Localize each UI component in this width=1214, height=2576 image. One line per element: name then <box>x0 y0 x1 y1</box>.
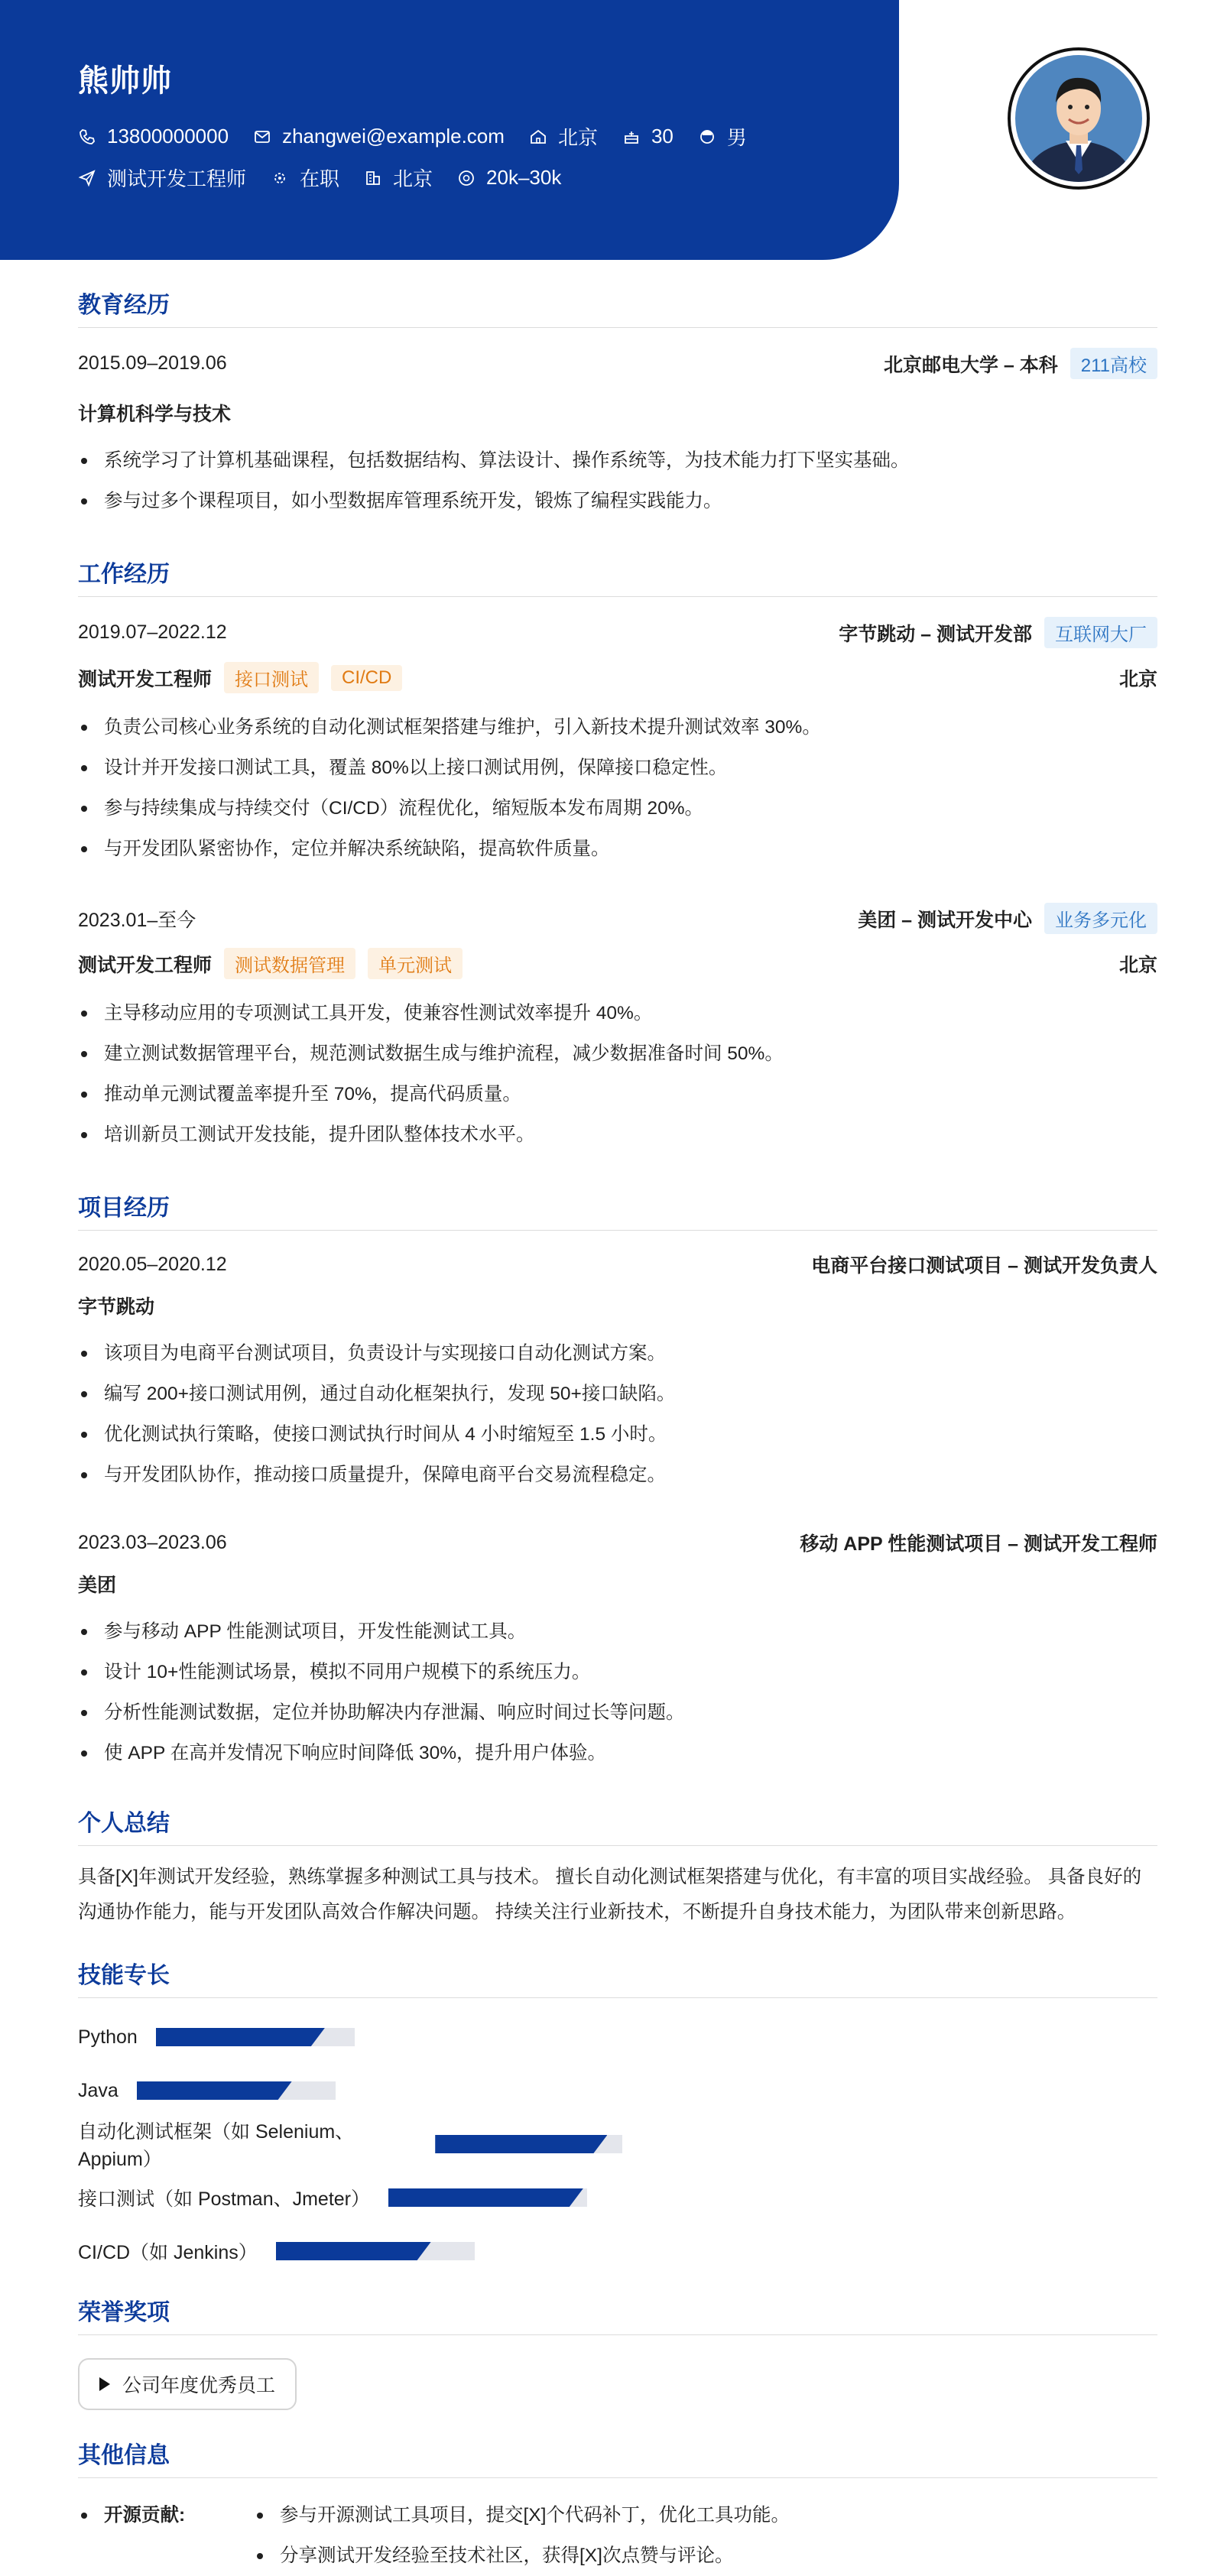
work-date: 2023.01–至今 <box>78 909 196 931</box>
job-info-row <box>78 164 586 192</box>
gender-icon <box>698 128 716 146</box>
skill-tag: 测试数据管理 <box>224 948 355 979</box>
list-item: 参与持续集成与持续交付（CI/CD）流程优化，缩短版本发布周期 20%。 <box>78 788 1157 829</box>
gender-text: 男 <box>726 126 747 149</box>
gender-item <box>698 122 747 151</box>
send-icon <box>78 169 96 187</box>
list-item: 参与过多个课程项目，如小型数据库管理系统开发，锻炼了编程实践能力。 <box>78 481 1157 521</box>
skill-bar-fill <box>388 2188 583 2207</box>
list-item: 培训新员工测试开发技能，提升团队整体技术水平。 <box>78 1114 1157 1155</box>
work-tag: 业务多元化 <box>1044 903 1157 934</box>
list-item: 使 APP 在高并发情况下响应时间降低 30%，提升用户体验。 <box>78 1733 1157 1773</box>
list-item: 分享测试开发经验至技术社区，获得[X]次点赞与评论。 <box>255 2535 790 2576</box>
other-key: 开源贡献: <box>78 2495 255 2576</box>
project-company: 字节跳动 <box>78 1296 155 1318</box>
skill-name: 自动化测试框架（如 Selenium、Appium） <box>78 2121 355 2170</box>
project-row-2 <box>78 1529 1157 1556</box>
list-item: 建立测试数据管理平台，规范测试数据生成与维护流程，减少数据准备时间 50%。 <box>78 1033 1157 1074</box>
mail-icon <box>253 128 271 146</box>
skill-tag: 接口测试 <box>224 662 319 693</box>
skill-tag: 单元测试 <box>368 948 463 979</box>
avatar-photo <box>1015 55 1142 182</box>
phone-icon <box>78 128 96 146</box>
other-info <box>78 2495 1157 2576</box>
skill-bar <box>276 2242 475 2260</box>
skill-name: CI/CD（如 Jenkins） <box>78 2242 258 2263</box>
building-icon <box>364 169 382 187</box>
list-item: 分析性能测试数据，定位并协助解决内存泄漏、响应时间过长等问题。 <box>78 1692 1157 1733</box>
section-title-education: 教育经历 <box>78 286 1157 328</box>
project-date: 2023.03–2023.06 <box>78 1531 227 1553</box>
skill-name: Python <box>78 2026 138 2048</box>
section-title-summary: 个人总结 <box>78 1804 1157 1846</box>
work-role-group <box>78 948 463 979</box>
work-role: 测试开发工程师 <box>78 954 213 976</box>
skills-grid <box>78 2010 1157 2278</box>
email-text: zhangwei@example.com <box>282 125 505 148</box>
project-company: 美团 <box>78 1575 117 1596</box>
skill-tag: CI/CD <box>331 665 402 691</box>
education-major: 计算机科学与技术 <box>78 404 232 425</box>
education-school: 北京邮电大学 – 本科 <box>883 354 1058 376</box>
project-bullets-2 <box>78 1611 1157 1773</box>
award-chip[interactable] <box>78 2358 297 2410</box>
list-item: 负责公司核心业务系统的自动化测试框架搭建与维护，引入新技术提升测试效率 30%。 <box>78 707 1157 748</box>
position-item <box>78 164 246 192</box>
other-list <box>255 2495 790 2576</box>
work-role-row-2 <box>78 948 1157 979</box>
list-item: 设计 10+性能测试场景，模拟不同用户规模下的系统压力。 <box>78 1652 1157 1692</box>
candidate-name: 熊帅帅 <box>78 64 172 98</box>
skill-name: 接口测试（如 Postman、Jmeter） <box>78 2188 371 2210</box>
list-item: 设计并开发接口测试工具，覆盖 80%以上接口测试用例，保障接口稳定性。 <box>78 748 1157 788</box>
skill-bar <box>435 2135 622 2153</box>
skill-bar <box>137 2081 336 2100</box>
skill-item <box>78 2224 622 2278</box>
section-title-other: 其他信息 <box>78 2436 1157 2478</box>
education-date: 2015.09–2019.06 <box>78 352 227 374</box>
section-title-skills: 技能专长 <box>78 1956 1157 1998</box>
project-company-row-2 <box>78 1570 1157 1598</box>
project-name: 移动 APP 性能测试项目 – 测试开发工程师 <box>800 1533 1157 1555</box>
list-item: 与开发团队紧密协作，定位并解决系统缺陷，提高软件质量。 <box>78 829 1157 869</box>
phone-item <box>78 125 229 148</box>
award-text: 公司年度优秀员工 <box>122 2375 276 2396</box>
section-title-projects: 项目经历 <box>78 1189 1157 1231</box>
work-company: 美团 – 测试开发中心 <box>858 909 1032 931</box>
avatar <box>1008 47 1150 190</box>
work-location: 北京 <box>1118 954 1157 976</box>
education-bullets <box>78 440 1157 521</box>
salary-item <box>457 166 561 190</box>
list-item: 参与开源测试工具项目，提交[X]个代码补丁，优化工具功能。 <box>255 2495 790 2535</box>
work-role-group <box>78 662 402 693</box>
summary-text: 具备[X]年测试开发经验，熟练掌握多种测试工具与技术。 擅长自动化测试框架搭建与优化，有丰富的项目实战经验。 具备良好的沟通协作能力，能与开发团队高效合作解决问题。 持续关注行业新技术，不断提升自身技术能力，为团队带来创新思路。 <box>78 1867 1142 1922</box>
project-company-row-1 <box>78 1292 1157 1319</box>
education-row <box>78 348 1157 379</box>
work-row-2 <box>78 903 1157 934</box>
coin-icon <box>457 169 476 187</box>
list-item: 主导移动应用的专项测试工具开发，使兼容性测试效率提升 40%。 <box>78 993 1157 1033</box>
section-title-work: 工作经历 <box>78 555 1157 597</box>
work-role: 测试开发工程师 <box>78 668 213 690</box>
status-icon <box>271 169 289 187</box>
target-city-text: 北京 <box>393 167 433 190</box>
skill-bar <box>156 2028 355 2046</box>
age-text: 30 <box>651 125 674 148</box>
skill-name: Java <box>78 2079 118 2101</box>
position-text: 测试开发工程师 <box>107 167 247 190</box>
project-row-1 <box>78 1251 1157 1278</box>
salary-text: 20k–30k <box>486 166 562 189</box>
resume-content <box>78 260 1157 2576</box>
target-city-item <box>364 164 433 192</box>
status-item <box>271 164 339 192</box>
project-bullets-1 <box>78 1333 1157 1495</box>
status-text: 在职 <box>300 167 340 190</box>
skill-item <box>78 2064 622 2117</box>
work-company: 字节跳动 – 测试开发部 <box>839 623 1032 645</box>
skill-bar <box>388 2188 587 2207</box>
work-company-group <box>839 617 1157 648</box>
contact-info-row <box>78 122 771 151</box>
work-company-group <box>858 903 1157 934</box>
skill-bar-fill <box>276 2242 431 2260</box>
education-tag: 211高校 <box>1070 348 1157 379</box>
project-name: 电商平台接口测试项目 – 测试开发负责人 <box>811 1255 1157 1277</box>
skill-item <box>78 2117 622 2171</box>
list-item: 参与移动 APP 性能测试项目，开发性能测试工具。 <box>78 1611 1157 1652</box>
skill-bar-fill <box>156 2028 325 2046</box>
list-item: 编写 200+接口测试用例，通过自动化框架执行，发现 50+接口缺陷。 <box>78 1374 1157 1414</box>
work-row-1 <box>78 617 1157 648</box>
list-item: 优化测试执行策略，使接口测试执行时间从 4 小时缩短至 1.5 小时。 <box>78 1414 1157 1455</box>
cake-icon <box>622 128 641 146</box>
project-date: 2020.05–2020.12 <box>78 1253 227 1275</box>
list-item: 与开发团队协作，推动接口质量提升，保障电商平台交易流程稳定。 <box>78 1455 1157 1495</box>
section-title-awards: 荣誉奖项 <box>78 2293 1157 2335</box>
work-location: 北京 <box>1118 668 1157 690</box>
skill-item <box>78 2010 622 2064</box>
other-row <box>78 2495 1157 2576</box>
list-item: 推动单元测试覆盖率提升至 70%，提高代码质量。 <box>78 1074 1157 1114</box>
work-role-row-1 <box>78 662 1157 693</box>
education-school-group <box>884 348 1157 379</box>
education-major-row <box>78 399 1157 427</box>
skill-bar-fill <box>435 2135 607 2153</box>
skill-item <box>78 2171 622 2224</box>
city-item <box>529 122 598 151</box>
work-bullets-1 <box>78 707 1157 869</box>
phone-text: 13800000000 <box>107 125 229 148</box>
play-icon <box>99 2377 110 2391</box>
city-text: 北京 <box>557 126 598 149</box>
work-tag: 互联网大厂 <box>1044 617 1157 648</box>
skill-bar-fill <box>137 2081 292 2100</box>
list-item: 系统学习了计算机基础课程，包括数据结构、算法设计、操作系统等，为技术能力打下坚实基础。 <box>78 440 1157 481</box>
list-item: 该项目为电商平台测试项目，负责设计与实现接口自动化测试方案。 <box>78 1333 1157 1374</box>
home-icon <box>529 128 547 146</box>
work-date: 2019.07–2022.12 <box>78 621 227 643</box>
email-item <box>253 125 505 148</box>
work-bullets-2 <box>78 993 1157 1155</box>
age-item <box>622 125 674 148</box>
